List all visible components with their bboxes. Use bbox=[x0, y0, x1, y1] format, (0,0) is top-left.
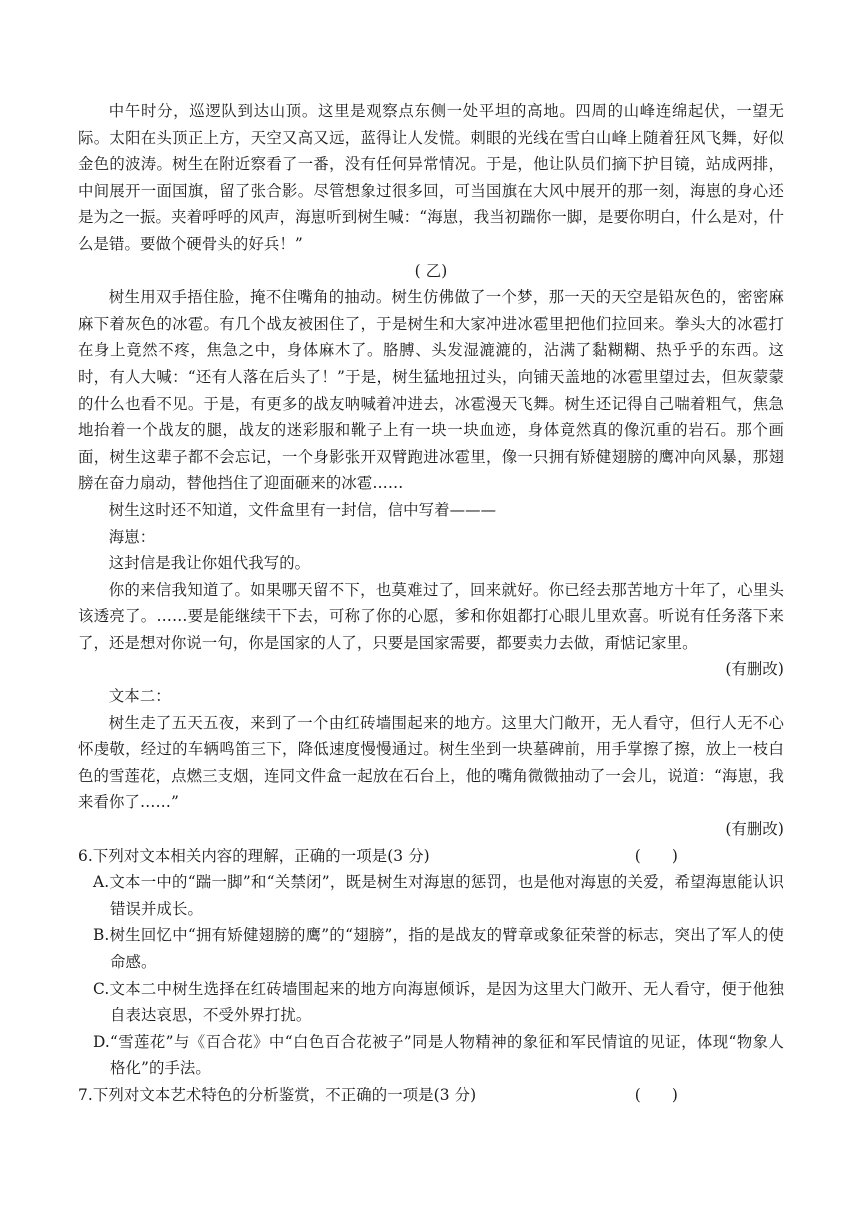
option-label: D. bbox=[93, 1032, 110, 1051]
letter-line: 你的来信我知道了。如果哪天留不下，也莫难过了，回来就好。你已经去那苦地方十年了，心里头该透亮了。……要是能继续干下去，可称了你的心愿，爹和你姐都打心眼儿里欢喜。听说有任务落下来了，还是想对你说一句，你是国家的人了，只要是国家需要，都要卖力去做，甭惦记家里。 bbox=[78, 580, 784, 652]
section-heading-yi: ( 乙) bbox=[414, 261, 448, 280]
letter-line: 这封信是我让你姐代我写的。 bbox=[108, 554, 311, 573]
question-text: 6.下列对文本相关内容的理解，正确的一项是(3 分) bbox=[78, 846, 430, 865]
revision-note: (有删改) bbox=[725, 660, 784, 679]
passage-paragraph: 树生用双手捂住脸，掩不住嘴角的抽动。树生仿佛做了一个梦，那一天的天空是铅灰色的，密密麻麻下着灰色的冰雹。有几个战友被困住了，于是树生和大家冲进冰雹里把他们拉回来。拳头大的冰雹打在身上竟然不疼，焦急之中，身体麻木了。胳膊、头发湿漉漉的，沾满了黏糊糊、热乎乎的东西。这时，有人大喊：“还有人落在后头了！”于是，树生猛地扭过头，向铺天盖地的冰雹里望过去，但灰蒙蒙的什么也看不见。于是，有更多的战友呐喊着冲进去，冰雹漫天飞舞。树生还记得自己喘着粗气，焦急地抬着一个战友的腿，战友的迷彩服和靴子上有一块一块血迹，身体竟然真的像沉重的岩石。那个画面，树生这辈子都不会忘记，一个身影张开双臂跑进冰雹里，像一只拥有矫健翅膀的鹰冲向风暴，那翅膀在奋力扇动，替他挡住了迎面砸来的冰雹…… bbox=[78, 288, 784, 493]
document-body bbox=[78, 98, 784, 1109]
option-label: C. bbox=[93, 979, 110, 998]
passage-paragraph: 树生这时还不知道，文件盒里有一封信，信中写着——— bbox=[108, 500, 497, 519]
letter-salutation: 海崽： bbox=[108, 527, 156, 546]
option-d bbox=[78, 1029, 784, 1082]
passage-paragraph: 树生走了五天五夜，来到了一个由红砖墙围起来的地方。这里大门敞开，无人看守，但行人无不心怀虔敬，经过的车辆鸣笛三下，降低速度慢慢通过。树生坐到一块墓碑前，用手掌擦了擦，放上一枝白色的雪莲花，点燃三支烟，连同文件盒一起放在石台上，他的嘴角微微抽动了一会儿，说道：“海崽，我来看你了……” bbox=[78, 713, 784, 812]
option-text: 树生回忆中“拥有矫健翅膀的鹰”的“翅膀”，指的是战友的臂章或象征荣誉的标志，突出了军人的使命感。 bbox=[109, 926, 784, 971]
option-text: 文本一中的“踹一脚”和“关禁闭”，既是树生对海崽的惩罚，也是他对海崽的关爱，希望海崽能认识错误并成长。 bbox=[109, 873, 784, 918]
question-6-stem bbox=[78, 843, 678, 870]
option-b bbox=[78, 922, 784, 975]
passage-paragraph: 中午时分，巡逻队到达山顶。这里是观察点东侧一处平坦的高地。四周的山峰连绵起伏，一望无际。太阳在头顶正上方，天空又高又远，蓝得让人发慌。刺眼的光线在雪白山峰上随着狂风飞舞，好似金色的波涛。树生在附近察看了一番，没有任何异常情况。于是，他让队员们摘下护目镜，站成两排，中间展开一面国旗，留了张合影。尽管想象过很多回，可当国旗在大风中展开的那一刻，海崽的身心还是为之一振。夹着呼呼的风声，海崽听到树生喊：“海崽，我当初踹你一脚，是要你明白，什么是对，什么是错。要做个硬骨头的好兵！” bbox=[78, 102, 784, 253]
question-7-stem bbox=[78, 1082, 678, 1109]
option-text: “雪莲花”与《百合花》中“白色百合花被子”同是人物精神的象征和军民情谊的见证，体现“物象人格化”的手法。 bbox=[109, 1032, 784, 1078]
revision-note: (有删改) bbox=[725, 820, 784, 839]
option-text: 文本二中树生选择在红砖墙围起来的地方向海崽倾诉，是因为这里大门敞开、无人看守，便于他独自表达哀思，不受外界打扰。 bbox=[109, 979, 784, 1025]
text-two-heading: 文本二： bbox=[108, 687, 171, 706]
answer-blank: ( ) bbox=[634, 1085, 678, 1104]
option-a bbox=[78, 869, 784, 922]
option-label: B. bbox=[93, 926, 110, 945]
question-text: 7.下列对文本艺术特色的分析鉴赏，不正确的一项是(3 分) bbox=[78, 1085, 477, 1104]
option-c bbox=[78, 976, 784, 1029]
answer-blank: ( ) bbox=[634, 846, 678, 865]
option-label: A. bbox=[93, 873, 110, 892]
